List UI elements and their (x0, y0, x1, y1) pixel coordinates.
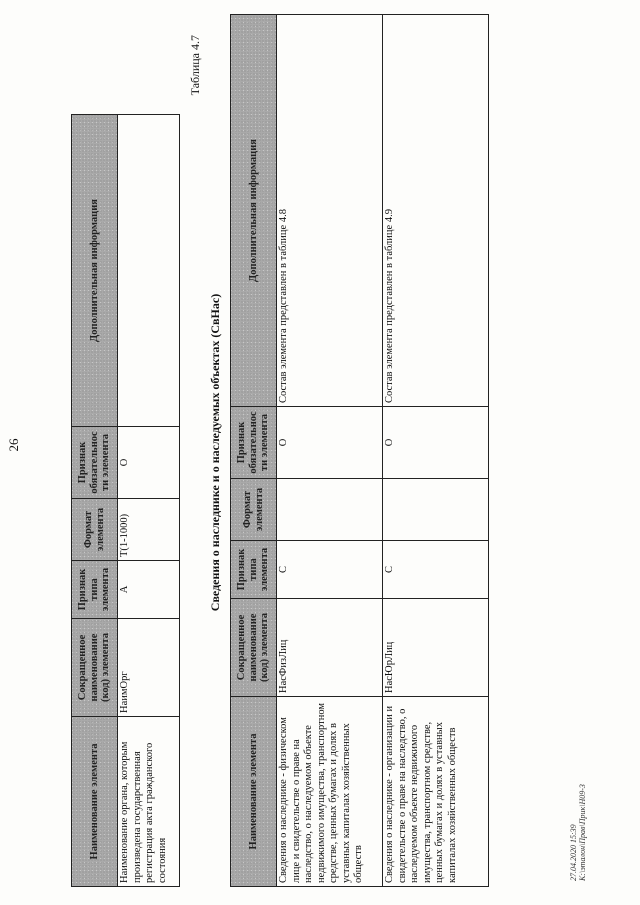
section-title: Сведения о наследнике и о наследуемых объектах (СвНас) (208, 293, 222, 612)
element-code-cell: НасФизЛиц (277, 599, 383, 697)
element-type-cell: С (383, 541, 489, 599)
header-cell: Формат элемента (231, 479, 277, 541)
element-info-cell: Состав элемента представлен в таблице 4.9 (383, 15, 489, 407)
element-code-cell: НасЮрЛиц (383, 599, 489, 697)
element-type-cell: А (118, 561, 180, 619)
table-row (277, 15, 383, 887)
header-cell: Признак типа элемента (72, 561, 118, 619)
stamp-path: К:\эталон\Прав\Прик\Н09-3 (578, 784, 587, 881)
file-stamp (569, 784, 587, 881)
header-cell: Дополнительная информация (72, 115, 118, 427)
element-type-cell: С (277, 541, 383, 599)
element-required-cell: О (277, 407, 383, 479)
table-header-row (231, 15, 277, 887)
element-required-cell: О (383, 407, 489, 479)
header-cell: Дополнительная информация (231, 15, 277, 407)
header-cell: Наименование элемента (231, 697, 277, 887)
heir-info-table (230, 14, 489, 887)
table-header-row (72, 115, 118, 887)
element-format-cell (277, 479, 383, 541)
element-required-cell: О (118, 427, 180, 499)
stamp-date: 27.04.2020 15:39 (569, 824, 578, 881)
element-info-cell (118, 115, 180, 427)
header-cell: Наименование элемента (72, 717, 118, 887)
header-cell: Сокращенное наименование (код) элемента (72, 619, 118, 717)
element-info-cell: Состав элемента представлен в таблице 4.8 (277, 15, 383, 407)
element-code-cell: НаимОрг (118, 619, 180, 717)
element-format-cell: T(1-1000) (118, 499, 180, 561)
header-cell: Формат элемента (72, 499, 118, 561)
table-label: Таблица 4.7 (188, 35, 202, 96)
header-cell: Сокращенное наименование (код) элемента (231, 599, 277, 697)
element-name-cell: Наименование органа, которым произведена государственная регистрация акта гражданского состояния (118, 717, 180, 887)
element-format-cell (383, 479, 489, 541)
element-name-cell: Сведения о наследнике - физическом лице и свидетельстве о праве на наследство, о наследуемом объекте недвижимого имущества, транспортном средстве, ценных бумагах и долях в уставных капиталах хозяйственных обществ (277, 697, 383, 887)
table-row (383, 15, 489, 887)
header-cell: Признак типа элемента (231, 541, 277, 599)
header-cell: Признак обязательности элемента (72, 427, 118, 499)
page-number: 26 (6, 438, 21, 452)
element-table-continued (71, 114, 180, 887)
header-cell: Признак обязательности элемента (231, 407, 277, 479)
table-row (118, 115, 180, 887)
element-name-cell: Сведения о наследнике - организации и свидетельстве о праве на наследство, о наследуемом объекте недвижимого имущества, транспортном средстве, ценных бумагах и долях в уставных капиталах хозяйственных обществ (383, 697, 489, 887)
